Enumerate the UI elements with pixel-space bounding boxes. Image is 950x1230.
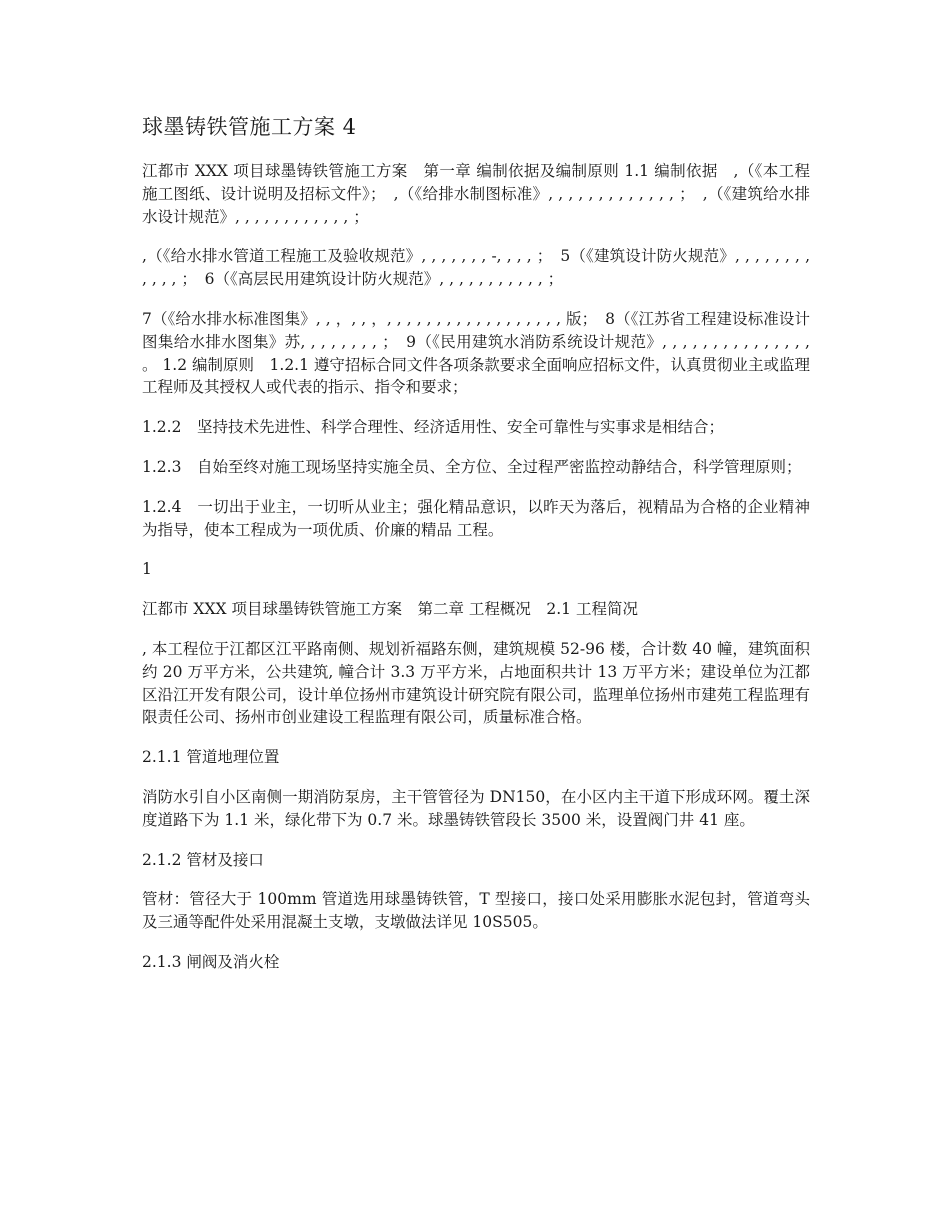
- paragraph-codes: ,（《给水排水管道工程施工及验收规范》, , , , , , , -, , , , ； 5（《建筑设计防火规范》, , , , , , , , , , , , ； 6（《高层民用建筑设计防火规范》, , , , , , , , , , , ；: [142, 247, 810, 289]
- paragraph-pipe-material: 管材：管径大于 100mm 管道选用球墨铸铁管，T 型接口，接口处采用膨胀水泥包封，管道弯头及三通等配件处采用混凝土支墩，支墩做法详见 10S505。: [142, 890, 810, 932]
- section-heading-2-1-2: 2.1.2 管材及接口: [142, 850, 264, 869]
- paragraph-project-overview: , 本工程位于江都区江平路南侧、规划祈福路东侧，建筑规模 52-96 楼，合计数 40 幢，建筑面积约 20 万平方米，公共建筑, 幢合计 3.3 万平方米，占地面积共计 13 万平方米；建设单位为江都区沿江开发有限公司，设计单位扬州市建筑设计研究院有限公司，监理单位扬州市建苑工程监理有限责任公司、扬州市创业建设工程监理有限公司，质量标准合格。: [142, 639, 810, 727]
- paragraph-pipe-location: 消防水引自小区南侧一期消防泵房，主干管管径为 DN150，在小区内主干道下形成环网。覆土深度道路下为 1.1 米，绿化带下为 0.7 米。球墨铸铁管段长 3500 米，设置阀门井 41 座。: [142, 787, 810, 829]
- paragraph-basis: 江都市 XXX 项目球墨铸铁管施工方案 第一章 编制依据及编制原则 1.1 编制依据 ,（《本工程施工图纸、设计说明及招标文件》； ,（《给排水制图标准》, , , , , , , , , , , , , ； ,（《建筑给水排水设计规范》, , , , , , , , , , , , ；: [142, 162, 810, 226]
- paragraph-principle-1-2-3: 1.2.3 自始至终对施工现场坚持实施全员、全方位、全过程严密监控动静结合，科学管理原则；: [142, 457, 802, 476]
- section-heading-2-1-1: 2.1.1 管道地理位置: [142, 748, 280, 767]
- chapter-2-heading: 江都市 XXX 项目球墨铸铁管施工方案 第二章 工程概况 2.1 工程简况: [142, 600, 638, 619]
- section-heading-2-1-3: 2.1.3 闸阀及消火栓: [142, 952, 280, 971]
- document-page: [142, 112, 810, 991]
- page-number: 1: [142, 560, 152, 579]
- paragraph-principle-1-2-4: 1.2.4 一切出于业主，一切听从业主；强化精品意识，以昨天为落后，视精品为合格的企业精神为指导，使本工程成为一项优质、价廉的精品 工程。: [142, 497, 810, 539]
- document-title: 球墨铸铁管施工方案 4: [142, 115, 357, 139]
- paragraph-standards: 7（《给水排水标准图集》, , ，, , ，, , , , , , , , , , , , , , , , , , 版； 8（《江苏省工程建设标准设计图集给水排水图集》苏, , , , , , , , ； 9（《民用建筑水消防系统设计规范》, , , , , , , , , , , , , , , 。 1.2 编制原则 1.2.1 遵守招标合同文件各项条款要求全面响应招标文件，认真贯彻业主或监理工程师及其授权人或代表的指示、指令和要求；: [142, 309, 810, 397]
- paragraph-principle-1-2-2: 1.2.2 坚持技术先进性、科学合理性、经济适用性、安全可靠性与实事求是相结合；: [142, 418, 724, 437]
